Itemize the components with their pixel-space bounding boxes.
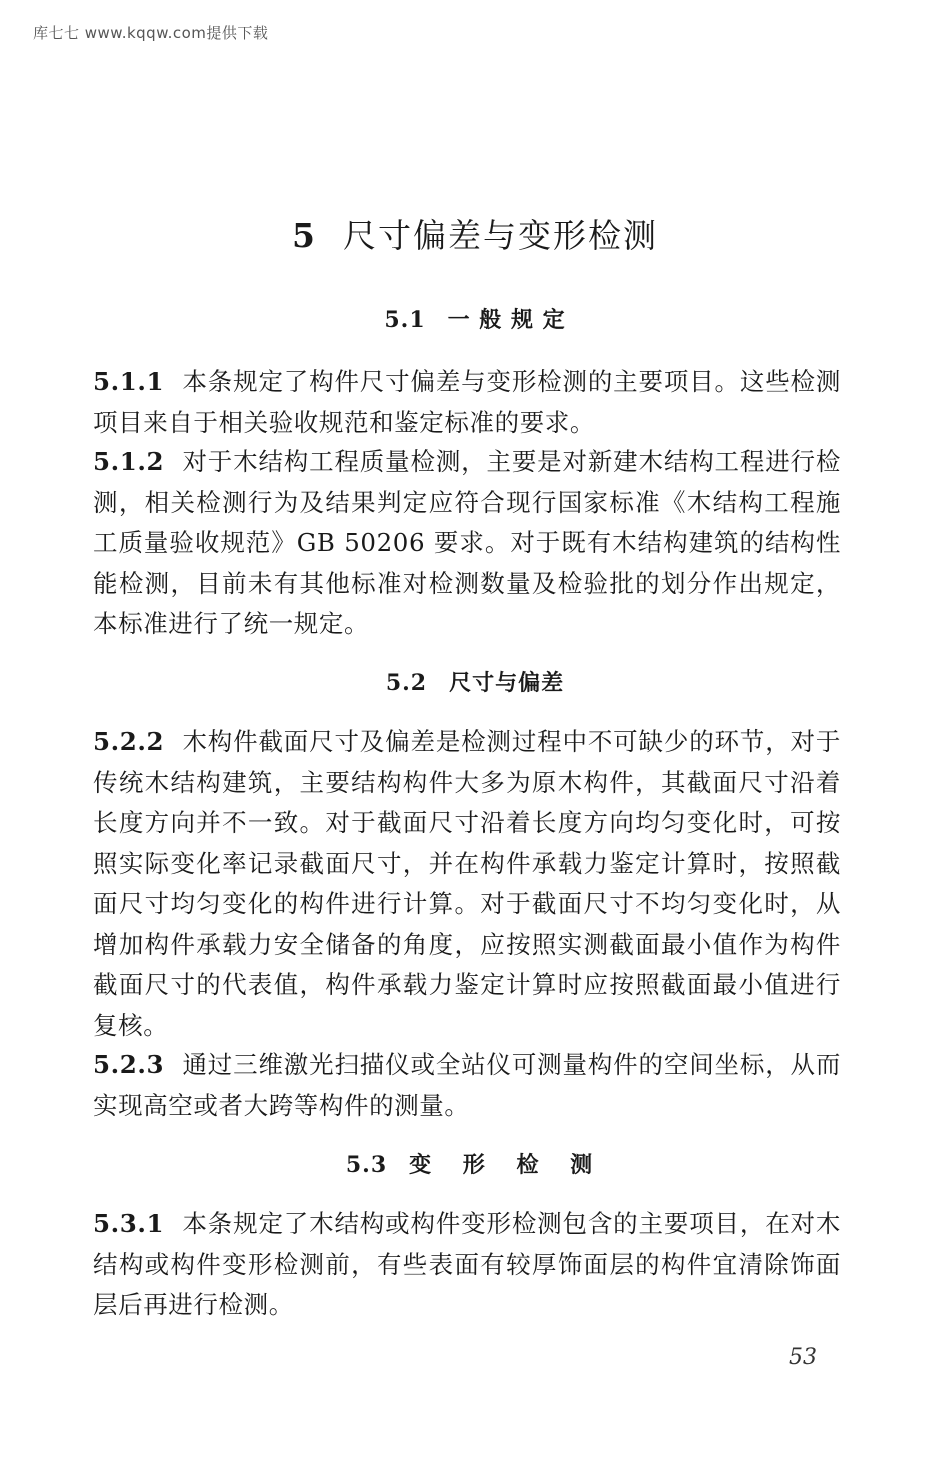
section-heading-5-1 <box>0 305 950 336</box>
section-number: 5.3 <box>345 1152 388 1178</box>
clause-number: 5.2.3 <box>93 1050 165 1079</box>
section-title: 变 形 检 测 <box>409 1153 605 1178</box>
section-number: 5.1 <box>384 307 426 333</box>
clause-number: 5.3.1 <box>93 1209 165 1238</box>
section-heading-5-3 <box>0 1150 950 1181</box>
clause-number: 5.1.2 <box>93 447 165 476</box>
clause-number: 5.1.1 <box>93 367 165 396</box>
clause-text: 本条规定了构件尺寸偏差与变形检测的主要项目。这些检测项目来自于相关验收规范和鉴定标准的要求。 <box>93 367 841 437</box>
clause-text: 木构件截面尺寸及偏差是检测过程中不可缺少的环节，对于传统木结构建筑，主要结构构件大多为原木构件，其截面尺寸沿着长度方向并不一致。对于截面尺寸沿着长度方向均匀变化时，可按照实际变化率记录截面尺寸，并在构件承载力鉴定计算时，按照截面尺寸均匀变化的构件进行计算。对于截面尺寸不均匀变化时，从增加构件承载力安全储备的角度，应按照实测截面最小值作为构件截面尺寸的代表值，构件承载力鉴定计算时应按照截面最小值进行复核。 <box>93 727 841 1040</box>
clause-5-1-1 <box>93 362 841 443</box>
clause-number: 5.2.2 <box>93 727 165 756</box>
clause-5-1-2 <box>93 442 841 645</box>
section-heading-5-2 <box>0 668 950 699</box>
clause-text: 通过三维激光扫描仪或全站仪可测量构件的空间坐标，从而实现高空或者大跨等构件的测量。 <box>93 1050 841 1120</box>
section-title: 尺寸与偏差 <box>449 671 565 696</box>
chapter-number: 5 <box>292 216 317 255</box>
chapter-title-text: 尺寸偏差与变形检测 <box>342 216 658 255</box>
clause-5-3-1 <box>93 1204 841 1326</box>
page-number: 53 <box>789 1345 817 1370</box>
chapter-title <box>0 214 950 258</box>
section-title: 一 般 规 定 <box>447 308 566 333</box>
clause-5-2-2 <box>93 722 841 1046</box>
section-number: 5.2 <box>385 670 428 696</box>
clause-text: 对于木结构工程质量检测，主要是对新建木结构工程进行检测，相关检测行为及结果判定应符合现行国家标准《木结构工程施工质量验收规范》GB 50206 要求。对于既有木结构建筑的结构性能检测，目前未有其他标准对检测数量及检验批的划分作出规定，本标准进行了统一规定。 <box>93 447 841 638</box>
watermark-text: 库七七 www.kqqw.com提供下载 <box>33 24 269 42</box>
clause-5-2-3 <box>93 1045 841 1126</box>
clause-text: 本条规定了木结构或构件变形检测包含的主要项目，在对木结构或构件变形检测前，有些表面有较厚饰面层的构件宜清除饰面层后再进行检测。 <box>93 1209 841 1319</box>
